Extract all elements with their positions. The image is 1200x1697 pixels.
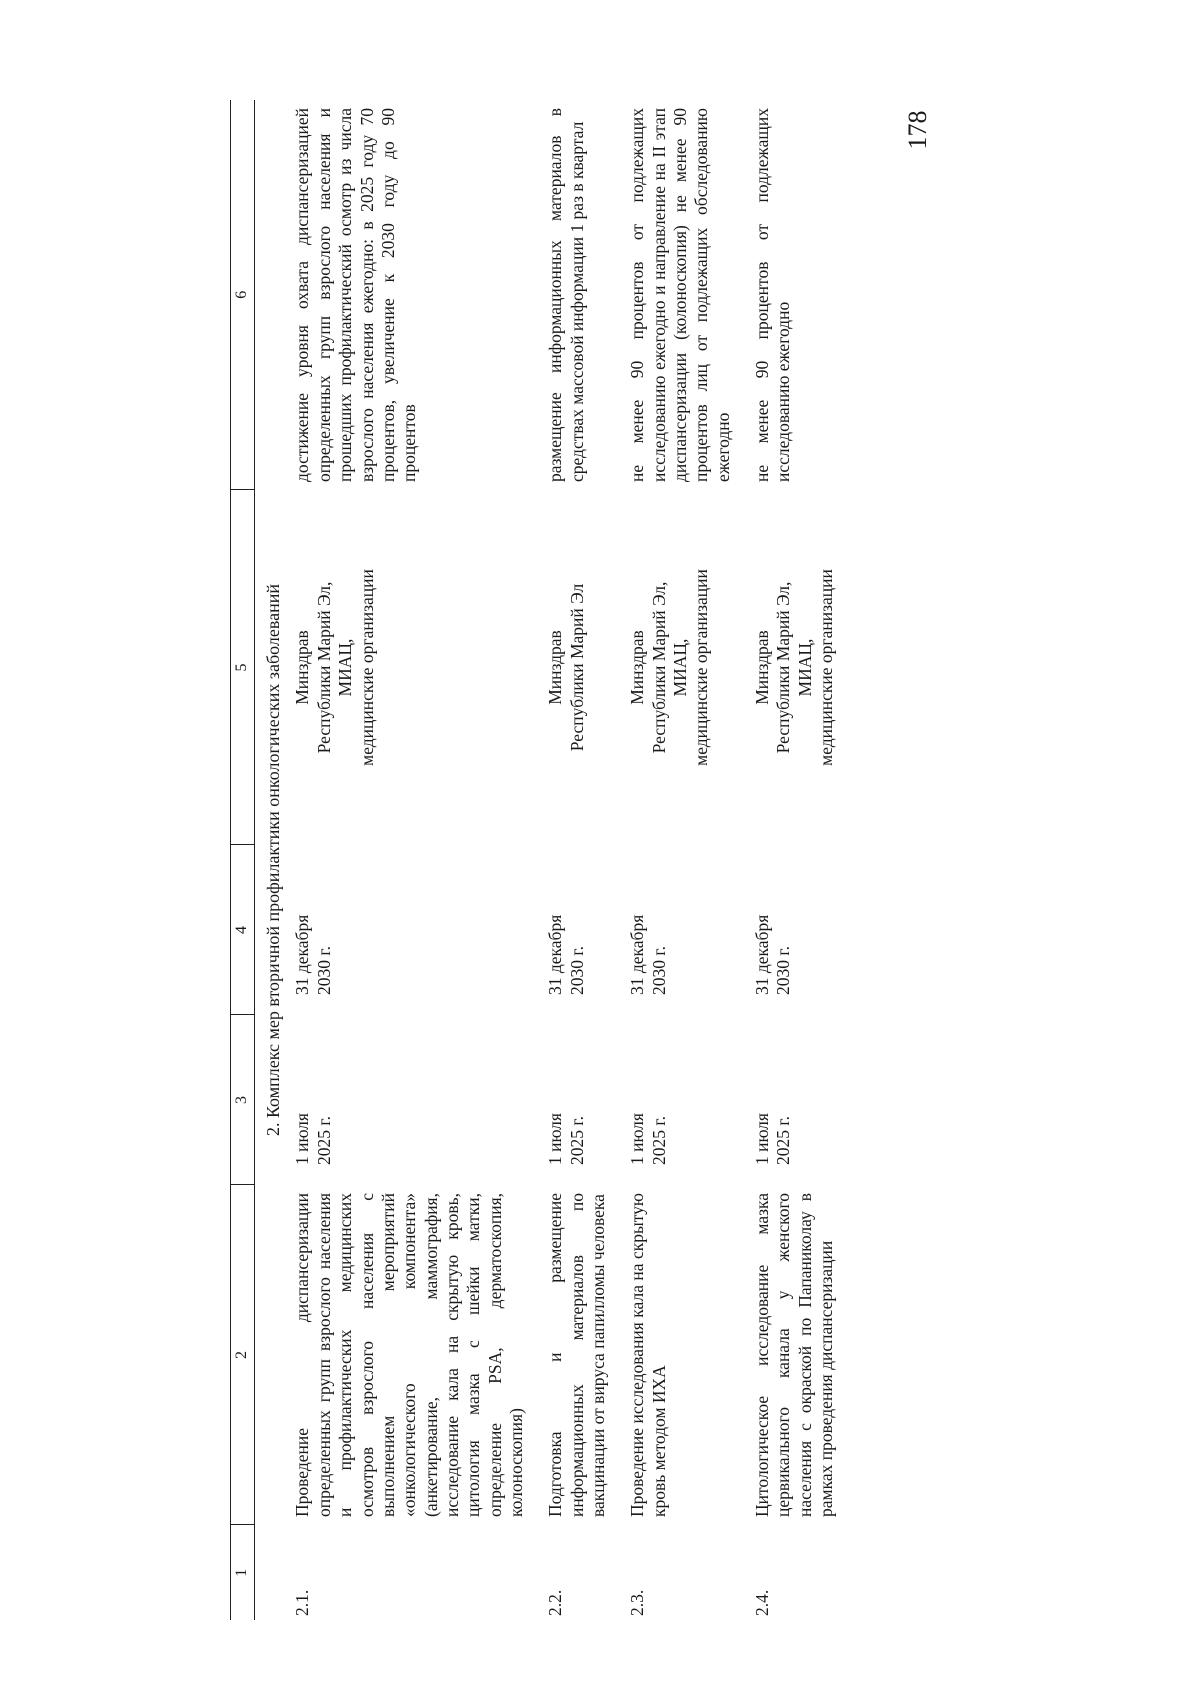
column-number-row [231,100,255,1620]
responsible-executors: Минздрав Республики Марий Эл [545,583,587,752]
start-date: 1 июля 2025 г. [752,1113,794,1165]
section-title: 2. Комплекс мер вторичной профилактики онкологических заболеваний [262,583,283,1137]
row-number: 2.3. [627,1589,648,1616]
end-date: 31 декабря 2030 г. [545,914,587,995]
table-row [545,100,627,1620]
responsible-executors: Минздрав Республики Марий Эл, МИАЦ, медицинские организации [752,569,837,766]
activity-text: Проведение исследования кала на скрытую кровь методом ИХА [627,1193,669,1517]
activities-table [230,100,855,1620]
activity-text: Проведение диспансеризации определенных групп взрослого населения и профилактических медицинских осмотров взрослого населения с выполнением мероприятий «онкологического компонента» (анкетирование, маммография, исследование кала на скрытую кровь, цитология мазка с шейки матки, определение PSA, дерматоскопия, колоноскопия) [292,1193,526,1517]
expected-result: размещение информационных материалов в средствах массовой информации 1 раз в квартал [545,108,587,482]
expected-result: достижение уровня охвата диспансеризацией определенных групп взрослого населения и прошедших профилактический осмотр из числа взрослого населения ежегодно: в 2025 году 70 процентов, увеличение к 2030 году до 90 процентов [292,108,420,482]
table-row [752,100,855,1620]
row-number: 2.4. [752,1589,772,1616]
expected-result: не менее 90 процентов от подлежащих исследованию ежегодно [752,108,794,482]
rotated-page-content [230,100,1110,1620]
column-number-3: 3 [231,1015,255,1185]
row-number: 2.2. [545,1589,566,1616]
column-number-4: 4 [231,845,255,1015]
activity-text: Цитологическое исследование мазка цервикального канала у женского населения с окраской по Папаниколау в рамках проведения диспансеризации [752,1193,837,1517]
expected-result: не менее 90 процентов от подлежащих исследованию ежегодно и направление на II этап диспансеризации (колоноскопия) не менее 90 процентов лиц от подлежащих обследованию ежегодно [627,108,733,482]
page-number: 178 [903,110,932,150]
column-number-2: 2 [231,1185,255,1525]
column-number-5: 5 [231,490,255,845]
start-date: 1 июля 2025 г. [292,1113,334,1165]
end-date: 31 декабря 2030 г. [752,914,794,995]
start-date: 1 июля 2025 г. [627,1113,669,1165]
column-number-6: 6 [231,100,255,490]
table-row [627,100,752,1620]
end-date: 31 декабря 2030 г. [627,914,669,995]
section-title-row [254,100,292,1620]
responsible-executors: Минздрав Республики Марий Эл, МИАЦ, медицинские организации [627,569,712,766]
row-number: 2.1. [292,1589,313,1616]
responsible-executors: Минздрав Республики Марий Эл, МИАЦ, медицинские организации [292,569,377,766]
table-row [292,100,545,1620]
start-date: 1 июля 2025 г. [545,1113,587,1165]
end-date: 31 декабря 2030 г. [292,914,334,995]
column-number-1: 1 [231,1525,255,1620]
activity-text: Подготовка и размещение информационных материалов по вакцинации от вируса папилломы человека [545,1193,608,1517]
